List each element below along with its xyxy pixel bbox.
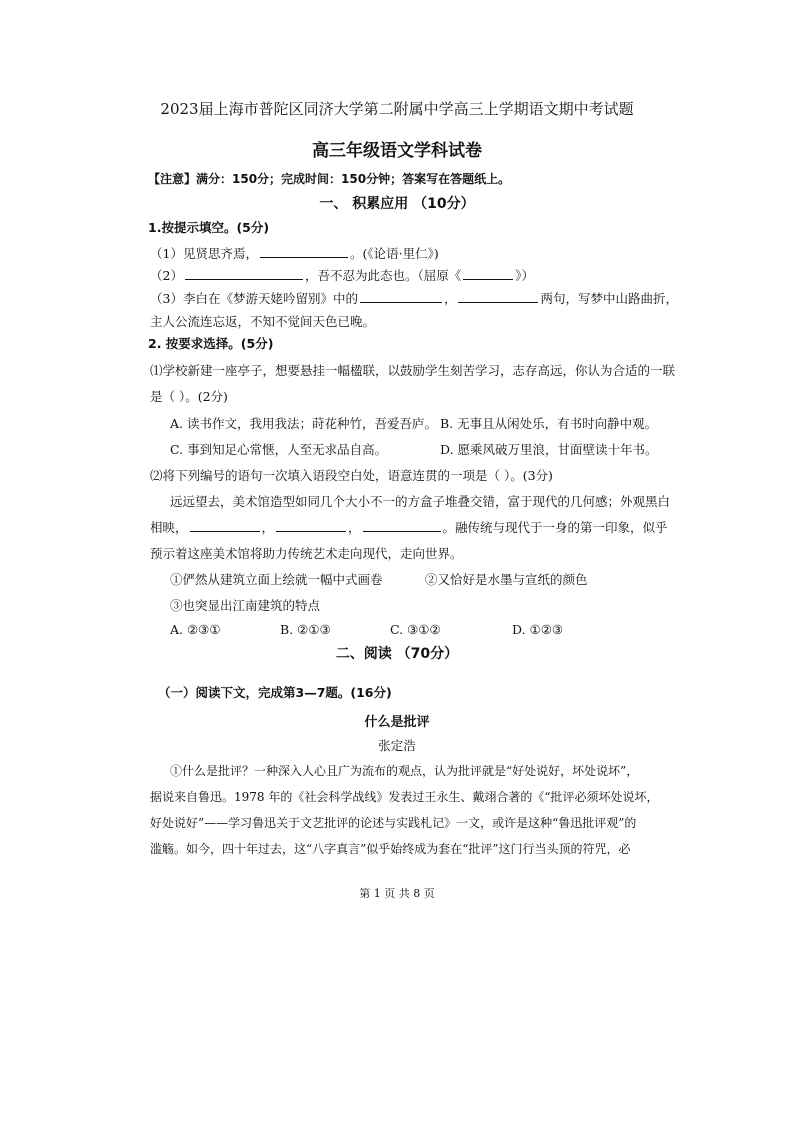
exam-note: 【注意】满分：150分；完成时间：150分钟；答案写在答题纸上。 (148, 172, 511, 186)
q2-option-d[interactable]: D. 愿乘风破万里浪，甘面壁读十年书。 (440, 442, 658, 457)
q2-answer-b[interactable]: B. ②①③ (280, 622, 331, 637)
paragraph-line: ①什么是批评？一种深入人心且广为流布的观点，认为批评就是“好处说好，坏处说坏”， (170, 764, 639, 778)
q2-part2-line3-d: 。融传统与现代于一身的第一印象，似乎 (442, 520, 668, 535)
q2-part2-line3 (150, 518, 668, 536)
answer-blank[interactable] (190, 519, 260, 532)
reading-subsection-title: （一）阅读下文，完成第3—7题。(16分) (158, 685, 392, 700)
article-title: 什么是批评 (364, 715, 430, 730)
q2-item-2: ②又恰好是水墨与宣纸的颜色 (425, 572, 588, 587)
answer-blank[interactable] (360, 290, 442, 303)
q2-part2-line4: 预示着这座美术馆将助力传统艺术走向现代，走向世界。 (150, 546, 463, 561)
q1-line2-c: 》） (515, 268, 534, 283)
q1-line2-b: ，吾不忍为此态也。（屈原《 (304, 268, 462, 283)
section2-title: 二、阅读 （70分） (335, 646, 459, 662)
q2-part2-line3-a: 相映， (150, 520, 188, 535)
q1-line4: 主人公流连忘返，不知不觉间天色已晚。 (150, 314, 376, 329)
q2-answer-c[interactable]: C. ③①② (390, 622, 441, 637)
q1-line3-b: ， (443, 291, 457, 306)
q1-line2-a: （2） (150, 268, 183, 283)
answer-blank[interactable] (185, 267, 303, 280)
answer-blank[interactable] (260, 245, 348, 258)
paragraph-line: 好处说好”——学习鲁迅关于文艺批评的论述与实践札记》一文，或许是这种“鲁迅批评观”的 (150, 816, 637, 830)
q2-part1-line2: 是（ ）。(2分) (150, 389, 228, 404)
paragraph-line: 滥觞。如今，四十年过去，这“八字真言”似乎始终成为套在“批评”这门行当头顶的符咒，必 (150, 842, 631, 856)
q2-part2-line3-c: ， (348, 520, 361, 535)
q1-line1-a: （1）见贤思齐焉， (150, 246, 258, 261)
q1-line2 (150, 266, 534, 284)
q2-part1-line1: ⑴学校新建一座亭子，想要悬挂一幅楹联，以鼓励学生刻苦学习，志存高远，你认为合适的一联 (150, 363, 676, 378)
paragraph-line: 据说来自鲁迅。1978 年的《社会科学战线》发表过王永生、戴翊合著的《“批评必须坏处说坏， (150, 790, 659, 804)
q1-line3-a: （3）李白在《梦游天姥吟留别》中的 (150, 291, 358, 306)
answer-blank[interactable] (363, 519, 441, 532)
q2-stem: 2. 按要求选择。(5分) (148, 336, 274, 351)
answer-blank[interactable] (458, 290, 538, 303)
q1-line3 (150, 289, 678, 307)
q2-part2-line2: 远远望去，美术馆造型如同几个大小不一的方盒子堆叠交错，富于现代的几何感；外观黑白 (170, 494, 671, 509)
answer-blank[interactable] (276, 519, 346, 532)
q2-answer-d[interactable]: D. ①②③ (512, 622, 564, 637)
q1-line1-b: 。(《论语·里仁》) (349, 246, 439, 261)
q2-part2-line1: ⑵将下列编号的语句一次填入语段空白处，语意连贯的一项是（ ）。(3分) (150, 468, 553, 483)
q2-part2-line3-b: ， (261, 520, 275, 535)
q2-answer-a[interactable]: A. ②③① (170, 622, 221, 637)
q2-item-3: ③也突显出江南建筑的特点 (170, 598, 321, 613)
q2-option-c[interactable]: C. 事到知足心常惬，人至无求品自高。 (170, 442, 388, 457)
q2-option-a[interactable]: A. 读书作文，我用我法；莳花种竹，吾爱吾庐。 (170, 416, 437, 431)
answer-blank[interactable] (463, 267, 513, 280)
document-title: 2023届上海市普陀区同济大学第二附属中学高三上学期语文期中考试题 (160, 100, 634, 118)
q1-line1 (150, 244, 439, 262)
section1-title: 一、 积累应用 （10分） (319, 196, 475, 212)
q2-item-1: ①俨然从建筑立面上绘就一幅中式画卷 (170, 572, 383, 587)
article-author: 张定浩 (378, 738, 416, 753)
q2-option-b[interactable]: B. 无事且从闲处乐，有书时向静中观。 (440, 416, 658, 431)
q1-stem: 1.按提示填空。(5分) (148, 220, 270, 235)
page-footer: 第 1 页 共 8 页 (359, 887, 435, 900)
q1-line3-c: 两句，写梦中山路曲折， (540, 291, 678, 306)
paper-title: 高三年级语文学科试卷 (312, 141, 482, 161)
